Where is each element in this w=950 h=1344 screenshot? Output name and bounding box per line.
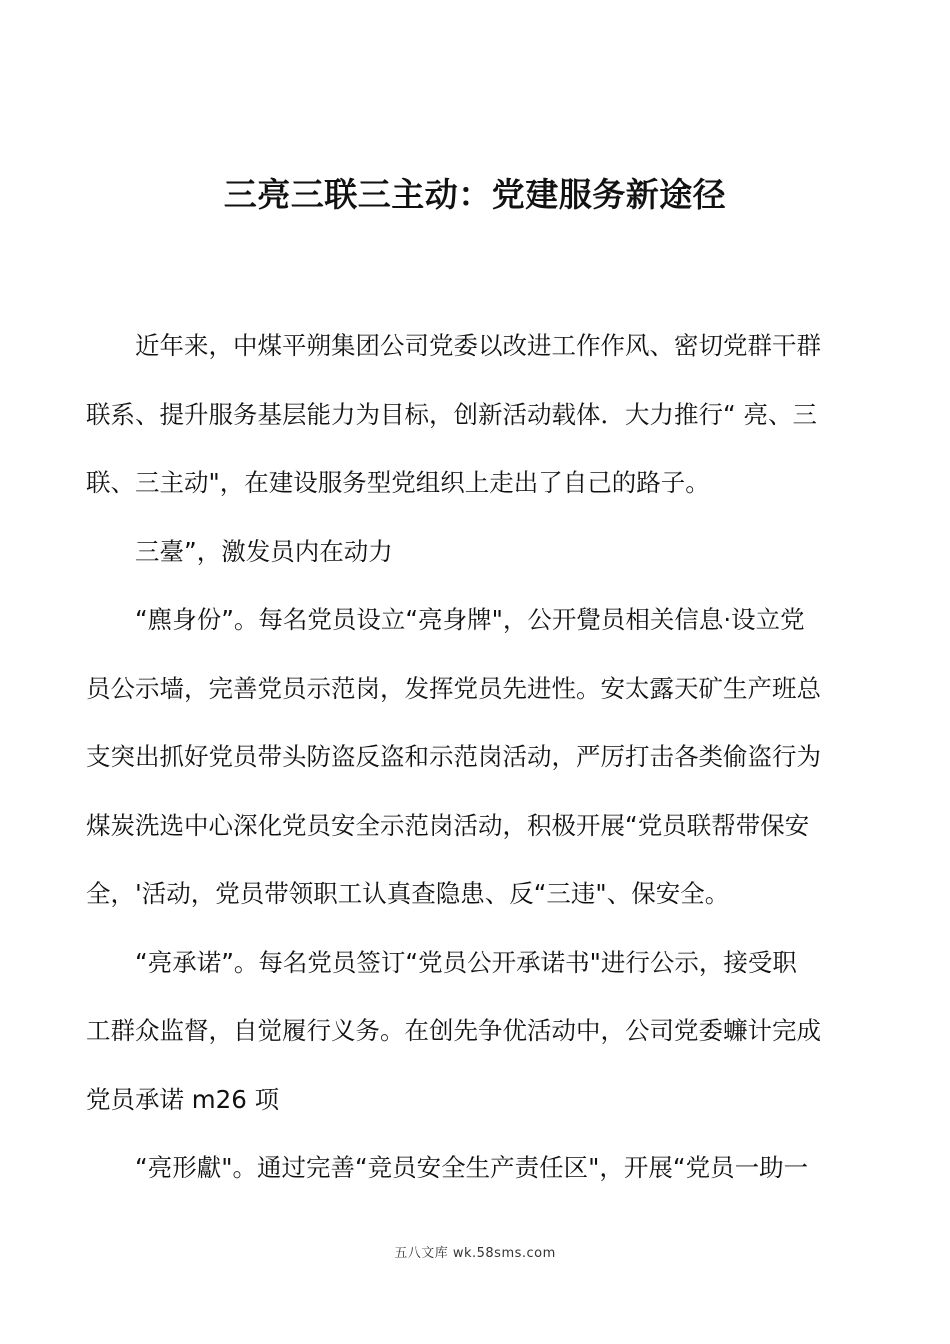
text-line: “麃身份”。每名党员设立“亮身牌"，公开覺员相关信息·设立党 <box>135 605 805 634</box>
text-line: 煤炭洗选中心深化党员安全示范岗活动，积极开展“党员联帮带保安 <box>86 810 810 840</box>
text-line: 三臺”，激发员内在动力 <box>135 536 393 566</box>
text-line: 员公示墙，完善党员示范岗，发挥党员先进性。安太露天矿生产班总 <box>86 673 821 703</box>
text-line: 联系、提升服务基层能力为目标，创新活动载体．大力推行“ 亮、三 <box>86 399 817 429</box>
text-line: 工群众监督，自觉履行义务。在创先争优活动中，公司党委蠊计完成 <box>86 1016 821 1045</box>
document-body <box>86 312 866 1203</box>
paragraph <box>86 929 866 1135</box>
text-line: “亮承诺”。每名党员签订“党员公开承诺书"进行公示，接受职 <box>135 947 797 977</box>
text-line: 支突出抓好党员带头防盗反盗和示范岗活动，严厉打击各类偷盗行为 <box>86 742 821 771</box>
text-line: 全，'活动，党员带领职工认真查隐患、反“三违"、保安全。 <box>86 879 730 908</box>
text-line: 党员承诺 m26 项 <box>86 1084 280 1114</box>
text-line: “亮形獻"。通过完善“竞员安全生产责任区"，开展“党员一助一 <box>135 1153 809 1182</box>
text-line: 联、三主动"，在建设服务型党组织上走出了自己的路子。 <box>86 468 710 497</box>
paragraph <box>86 1134 866 1203</box>
paragraph <box>86 518 866 587</box>
text-line: 近年来，中煤平朔集团公司党委以改进工作作风、密切党群干群 <box>135 331 821 360</box>
page-footer: 五八文库 wk.58sms.com <box>394 1246 556 1261</box>
paragraph <box>86 586 866 929</box>
paragraph <box>86 312 866 518</box>
document-title: 三亮三联三主动：党建服务新途径 <box>223 175 727 214</box>
